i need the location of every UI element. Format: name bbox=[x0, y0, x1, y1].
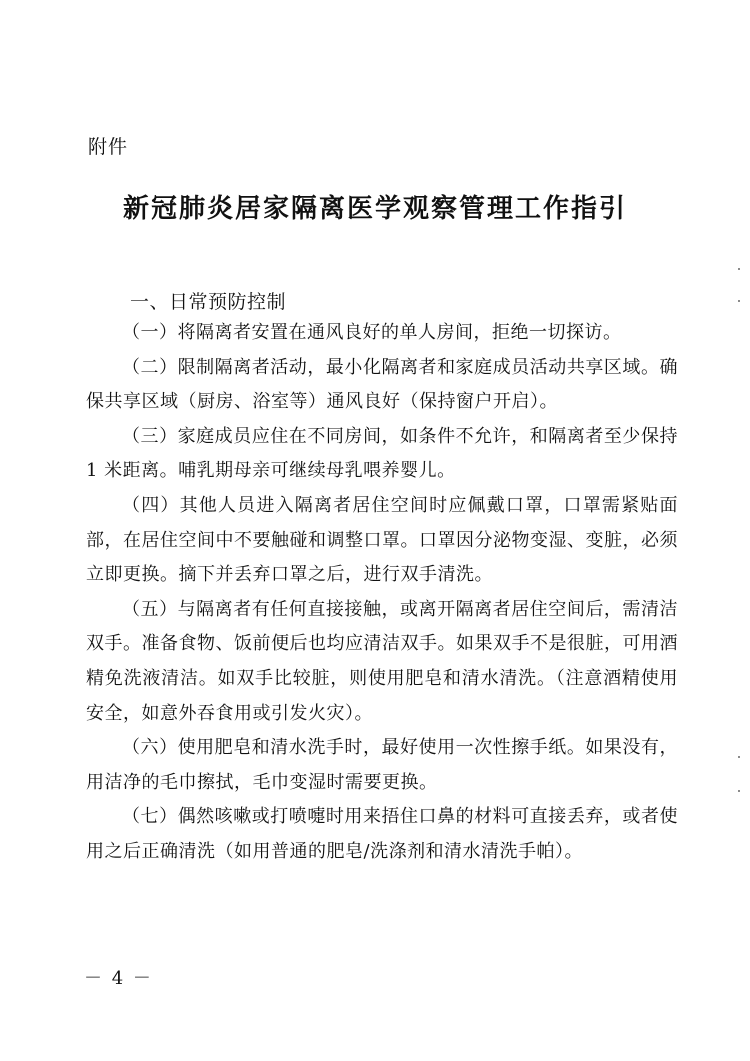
section-heading: 一、日常预防控制 bbox=[130, 291, 287, 313]
scan-mark bbox=[738, 756, 740, 758]
scan-mark bbox=[738, 300, 740, 302]
body-text bbox=[86, 316, 678, 870]
paragraph-1: （一）将隔离者安置在通风良好的单人房间，拒绝一切探访。 bbox=[122, 322, 622, 343]
scan-mark bbox=[738, 790, 740, 792]
paragraph-7: （七）偶然咳嗽或打喷嚏时用来捂住口鼻的材料可直接丢弃，或者使用之后正确清洗（如用普通的肥皂/洗涤剂和清水清洗手帕）。 bbox=[86, 806, 678, 862]
document-title: 新冠肺炎居家隔离医学观察管理工作指引 bbox=[122, 194, 627, 224]
attachment-label: 附件 bbox=[88, 136, 129, 158]
page-number: － 4 － bbox=[84, 968, 153, 989]
paragraph-3: （三）家庭成员应住在不同房间，如条件不允许，和隔离者至少保持 1 米距离。哺乳期母亲可继续母乳喂养婴儿。 bbox=[86, 425, 678, 482]
paragraph-5: （五）与隔离者有任何直接接触，或离开隔离者居住空间后，需清洁双手。准备食物、饭前便后也均应清洁双手。如果双手不是很脏，可用酒精免洗液清洁。如双手比较脏，则使用肥皂和清水清洗。（注意酒精使用安全，如意外吞食用或引发火灾）。 bbox=[86, 598, 678, 724]
scan-mark bbox=[738, 268, 740, 270]
paragraph-2: （二）限制隔离者活动，最小化隔离者和家庭成员活动共享区域。确保共享区域（厨房、浴室等）通风良好（保持窗户开启）。 bbox=[86, 356, 678, 413]
paragraph-4: （四）其他人员进入隔离者居住空间时应佩戴口罩，口罩需紧贴面部，在居住空间中不要触碰和调整口罩。口罩因分泌物变湿、变脏，必须立即更换。摘下并丢弃口罩之后，进行双手清洗。 bbox=[86, 494, 678, 586]
paragraph-6: （六）使用肥皂和清水洗手时，最好使用一次性擦手纸。如果没有，用洁净的毛巾擦拭，毛巾变湿时需要更换。 bbox=[86, 737, 678, 793]
